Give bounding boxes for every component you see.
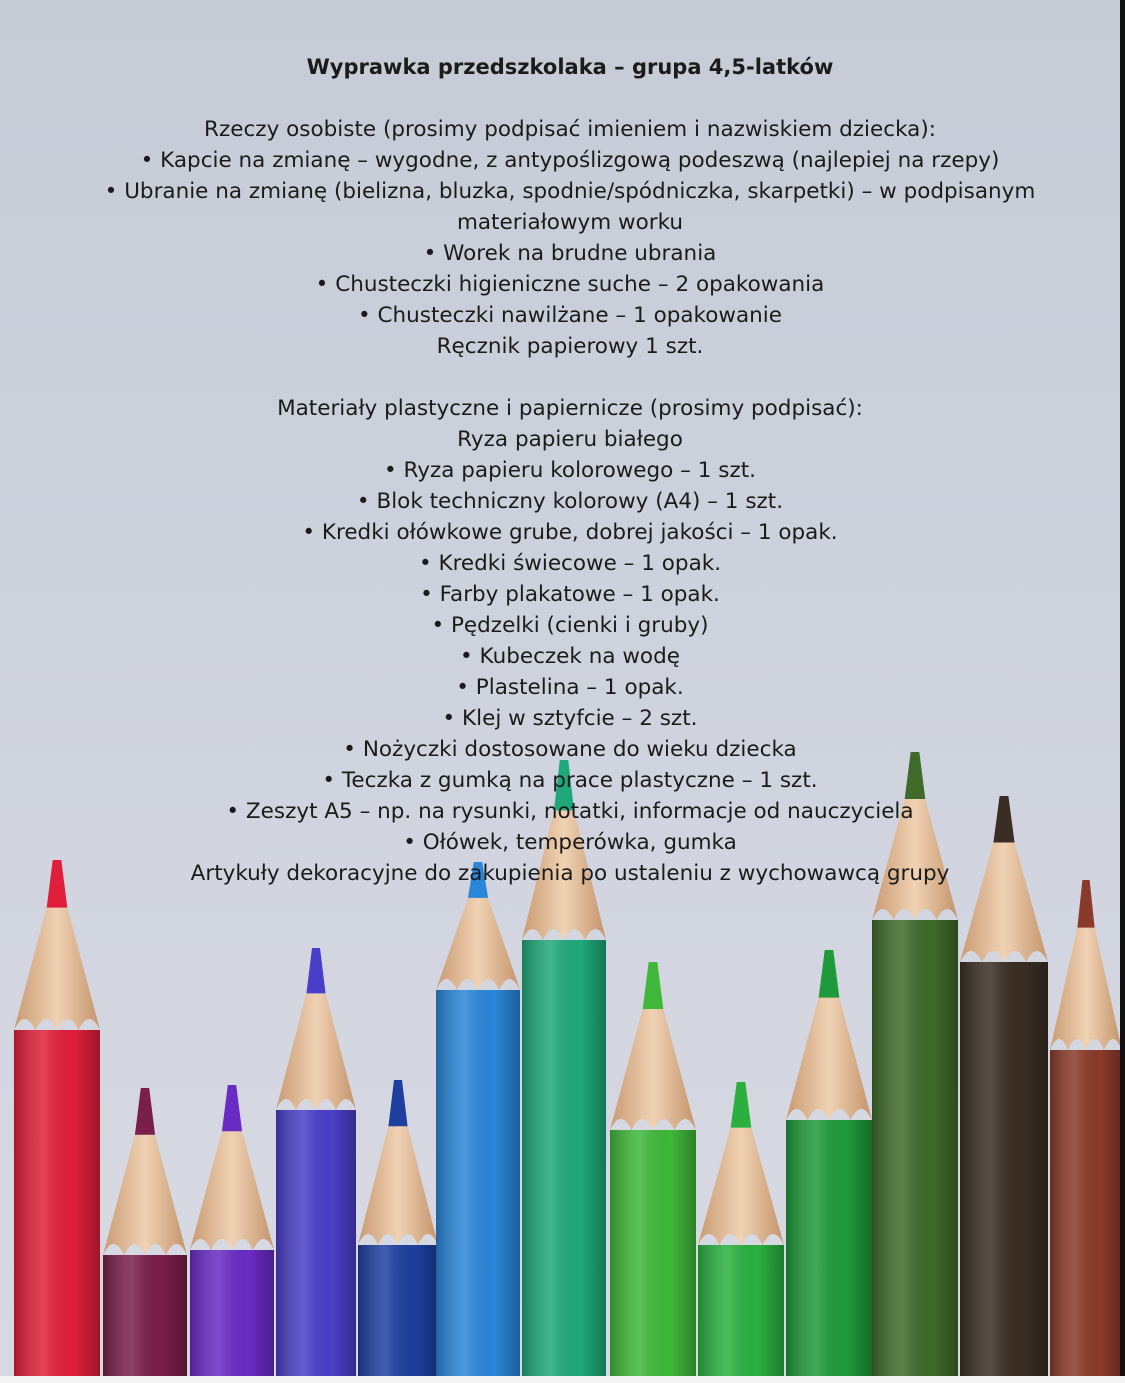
list-item: • Teczka z gumką na prace plastyczne – 1 szt. [322, 768, 818, 793]
list-item: • Plastelina – 1 opak. [456, 675, 684, 700]
section-heading: Materiały plastyczne i papiernicze (prosimy podpisać): [277, 396, 863, 421]
list-item: • Blok techniczny kolorowy (A4) – 1 szt. [356, 489, 784, 514]
personal-items-section [0, 114, 1120, 362]
pencil [14, 860, 100, 1376]
screen-edge-bottom [0, 1376, 1125, 1383]
list-item: • Farby plakatowe – 1 opak. [420, 582, 720, 607]
list-item: • Worek na brudne ubrania [423, 241, 717, 266]
pencil [358, 1080, 438, 1376]
list-item: • Pędzelki (cienki i gruby) [431, 613, 709, 638]
list-item: • Chusteczki nawilżane – 1 opakowanie [358, 303, 782, 328]
list-item: Ręcznik papierowy 1 szt. [436, 334, 704, 359]
list-item: • Kapcie na zmianę – wygodne, z antypoślizgową podeszwą (najlepiej na rzepy) [140, 148, 1000, 173]
list-item: Ryza papieru białego [457, 427, 683, 452]
list-item: • Zeszyt A5 – np. na rysunki, notatki, informacje od nauczyciela [226, 799, 914, 824]
pencil [190, 1085, 274, 1376]
section-heading: Rzeczy osobiste (prosimy podpisać imieniem i nazwiskiem dziecka): [204, 117, 936, 142]
art-supplies-section [0, 393, 1120, 889]
pencil [1050, 880, 1120, 1376]
pencil [276, 948, 356, 1376]
list-item: • Kubeczek na wodę [460, 644, 680, 669]
page-title: Wyprawka przedszkolaka – grupa 4,5-latków [306, 55, 834, 79]
list-item: • Kredki świecowe – 1 opak. [418, 551, 722, 576]
pencil [610, 962, 696, 1376]
pencil [103, 1088, 187, 1376]
list-item: • Ubranie na zmianę (bielizna, bluzka, spodnie/spódniczka, skarpetki) – w podpisanym materiałowym worku [104, 179, 1036, 235]
list-item: • Chusteczki higieniczne suche – 2 opakowania [315, 272, 825, 297]
pencil [698, 1082, 784, 1376]
screen-edge-right [1120, 0, 1125, 1383]
list-item: • Nożyczki dostosowane do wieku dziecka [343, 737, 797, 762]
list-item: • Ryza papieru kolorowego – 1 szt. [383, 458, 757, 483]
list-item: • Kredki ołówkowe grube, dobrej jakości – 1 opak. [302, 520, 838, 545]
list-item: Artykuły dekoracyjne do zakupienia po ustaleniu z wychowawcą grupy [190, 861, 950, 886]
list-item: • Ołówek, temperówka, gumka [403, 830, 737, 855]
pencil [786, 950, 872, 1376]
pencil [436, 862, 520, 1376]
list-item: • Klej w sztyfcie – 2 szt. [442, 706, 698, 731]
